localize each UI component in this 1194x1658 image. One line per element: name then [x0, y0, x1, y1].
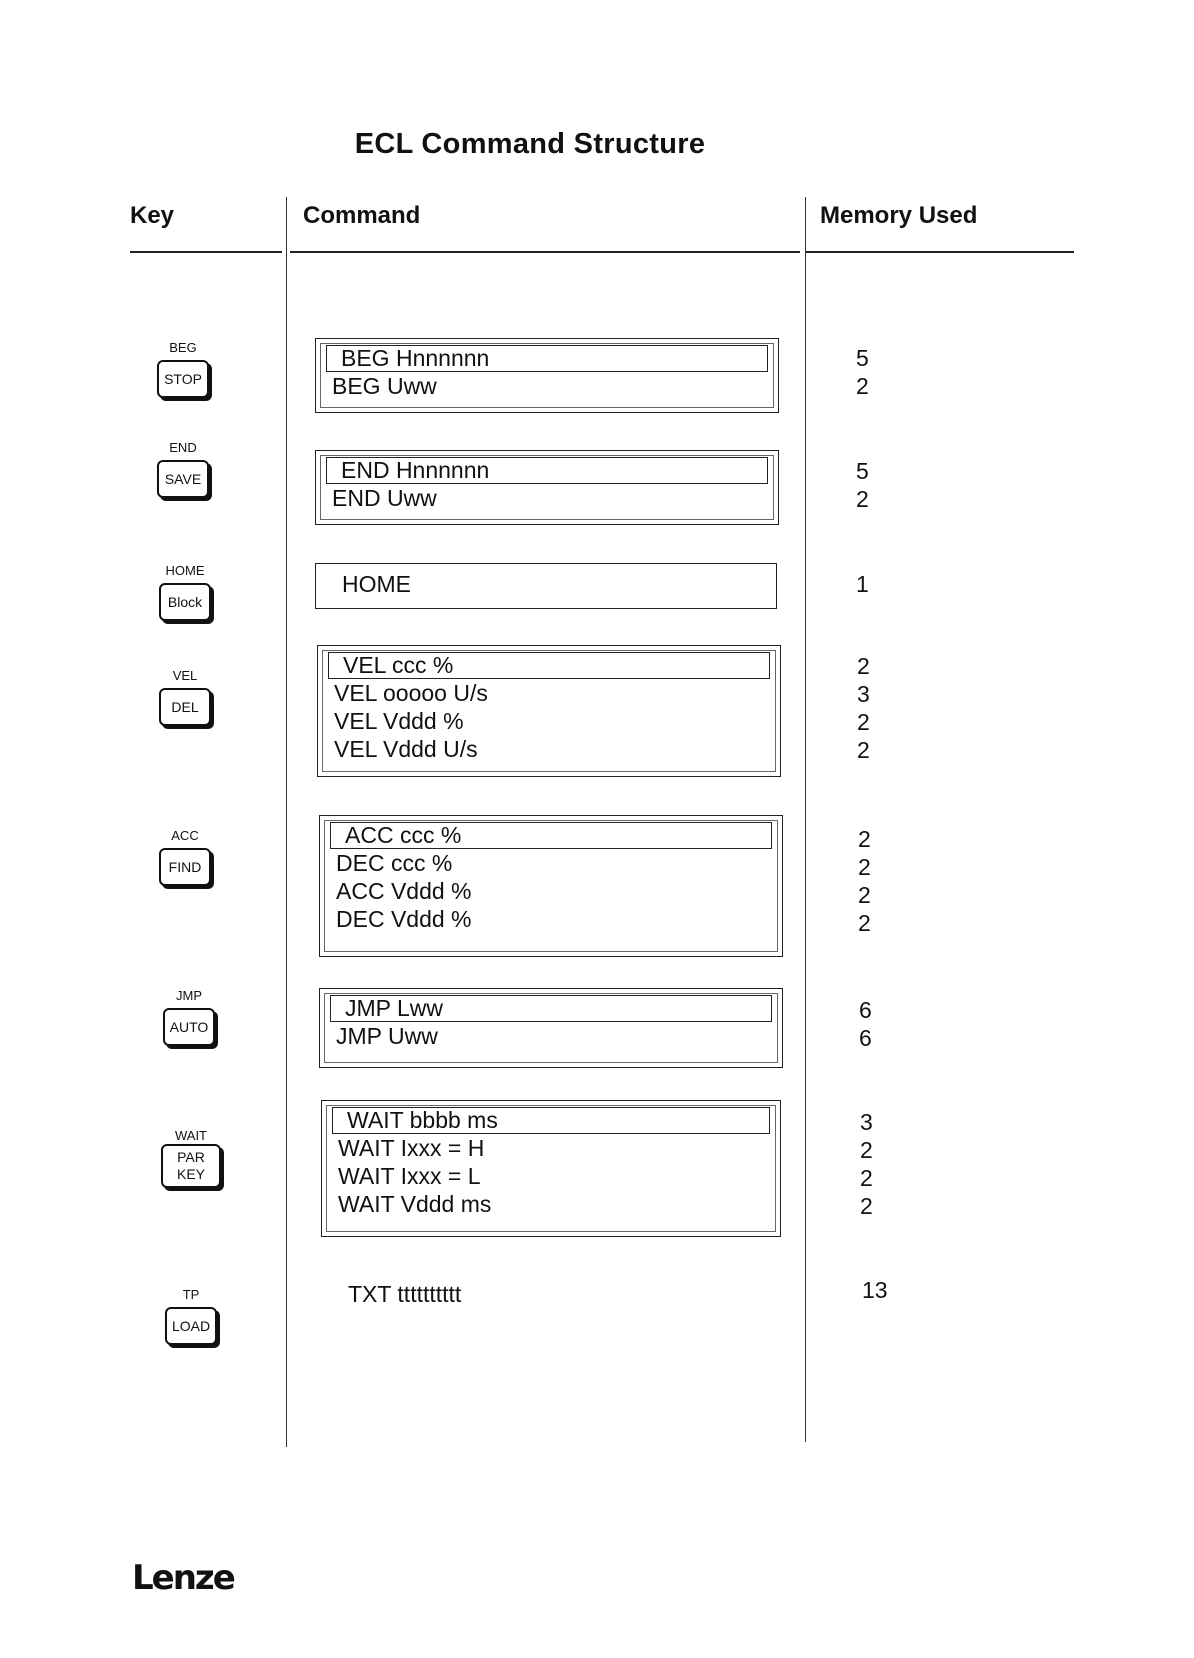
memory-group-wait [860, 1108, 873, 1220]
command-line: VEL Vddd % [334, 708, 464, 734]
memory-value: 3 [857, 681, 870, 707]
key-function-label: BEG [169, 340, 197, 355]
header-command: Command [303, 202, 421, 229]
key-function-label: END [169, 440, 197, 455]
command-group-home [315, 563, 777, 609]
command-group-wait [321, 1100, 781, 1237]
command-line: WAIT bbbb ms [332, 1107, 770, 1134]
command-line: DEC Vddd % [336, 906, 472, 932]
memory-group-end [856, 457, 869, 513]
key-home-block [140, 563, 230, 621]
key-function-label: HOME [165, 563, 205, 578]
command-line: BEG Hnnnnnn [326, 345, 768, 372]
command-line: HOME [342, 571, 411, 597]
command-line: WAIT Ixxx = L [338, 1163, 481, 1189]
memory-value: 2 [856, 373, 869, 399]
memory-group-acc [858, 825, 871, 937]
command-line: BEG Uww [332, 373, 437, 399]
header-key: Key [130, 202, 175, 229]
load-key: LOAD [165, 1307, 217, 1345]
par-key-key [161, 1144, 221, 1188]
memory-value: 1 [856, 571, 869, 597]
memory-value: 2 [860, 1165, 873, 1191]
auto-key: AUTO [163, 1008, 215, 1046]
command-line: TXT tttttttttt [348, 1281, 462, 1307]
key-function-label: WAIT [174, 1128, 207, 1143]
memory-value: 2 [858, 854, 871, 880]
memory-value: 2 [858, 826, 871, 852]
lenze-logo: Lenze [132, 1558, 234, 1598]
column-divider-right [805, 197, 806, 1442]
command-group-txt [348, 1280, 461, 1308]
memory-value: 6 [859, 1025, 872, 1051]
header-rule-key [130, 251, 282, 253]
command-line: DEC ccc % [336, 850, 453, 876]
memory-value: 2 [857, 709, 870, 735]
memory-value: 2 [860, 1193, 873, 1219]
stop-key: STOP [157, 360, 209, 398]
key-function-label: TP [182, 1287, 200, 1302]
memory-group-beg [856, 344, 869, 400]
command-group-end [315, 450, 779, 525]
header-rule-command [290, 251, 800, 253]
key-wait-par-key [146, 1128, 236, 1188]
key-function-label: VEL [172, 668, 198, 683]
command-line: JMP Uww [336, 1023, 438, 1049]
command-group-acc [319, 815, 783, 957]
key-beg-stop [138, 340, 228, 398]
key-end-save [138, 440, 228, 498]
memory-group-vel [857, 652, 870, 764]
command-line: JMP Lww [330, 995, 772, 1022]
key-function-label: ACC [171, 828, 199, 843]
key-tp-load [146, 1287, 236, 1345]
find-key: FIND [159, 848, 211, 886]
memory-value: 2 [860, 1137, 873, 1163]
command-line: ACC Vddd % [336, 878, 472, 904]
command-line: VEL ooooo U/s [334, 680, 488, 706]
header-rule-memory [806, 251, 1074, 253]
key-acc-find [140, 828, 230, 886]
key-cap-line: KEY [176, 1166, 205, 1182]
key-jmp-auto [144, 988, 234, 1046]
memory-value: 2 [858, 882, 871, 908]
del-key: DEL [159, 688, 211, 726]
command-line: END Uww [332, 485, 437, 511]
memory-group-txt [862, 1276, 888, 1304]
memory-value: 6 [859, 997, 872, 1023]
memory-value: 2 [858, 910, 871, 936]
column-divider-left [286, 197, 287, 1447]
memory-group-home [856, 570, 869, 598]
command-line: VEL Vddd U/s [334, 736, 478, 762]
command-line: WAIT Vddd ms [338, 1191, 492, 1217]
key-cap-line: PAR [177, 1149, 205, 1165]
command-group-jmp [319, 988, 783, 1068]
command-group-beg [315, 338, 779, 413]
key-vel-del [140, 668, 230, 726]
command-line: WAIT Ixxx = H [338, 1135, 485, 1161]
command-line: VEL ccc % [328, 652, 770, 679]
memory-value: 2 [857, 737, 870, 763]
key-function-label: JMP [176, 988, 202, 1003]
memory-value: 13 [862, 1277, 888, 1303]
command-group-vel [317, 645, 781, 777]
block-key: Block [159, 583, 211, 621]
memory-value: 5 [856, 345, 869, 371]
save-key: SAVE [157, 460, 209, 498]
memory-value: 2 [857, 653, 870, 679]
page-title: ECL Command Structure [354, 128, 706, 160]
memory-value: 3 [860, 1109, 873, 1135]
header-memory-used: Memory Used [820, 202, 978, 229]
memory-group-jmp [859, 996, 872, 1052]
command-line: ACC ccc % [330, 822, 772, 849]
memory-value: 5 [856, 458, 869, 484]
command-line: END Hnnnnnn [326, 457, 768, 484]
memory-value: 2 [856, 486, 869, 512]
